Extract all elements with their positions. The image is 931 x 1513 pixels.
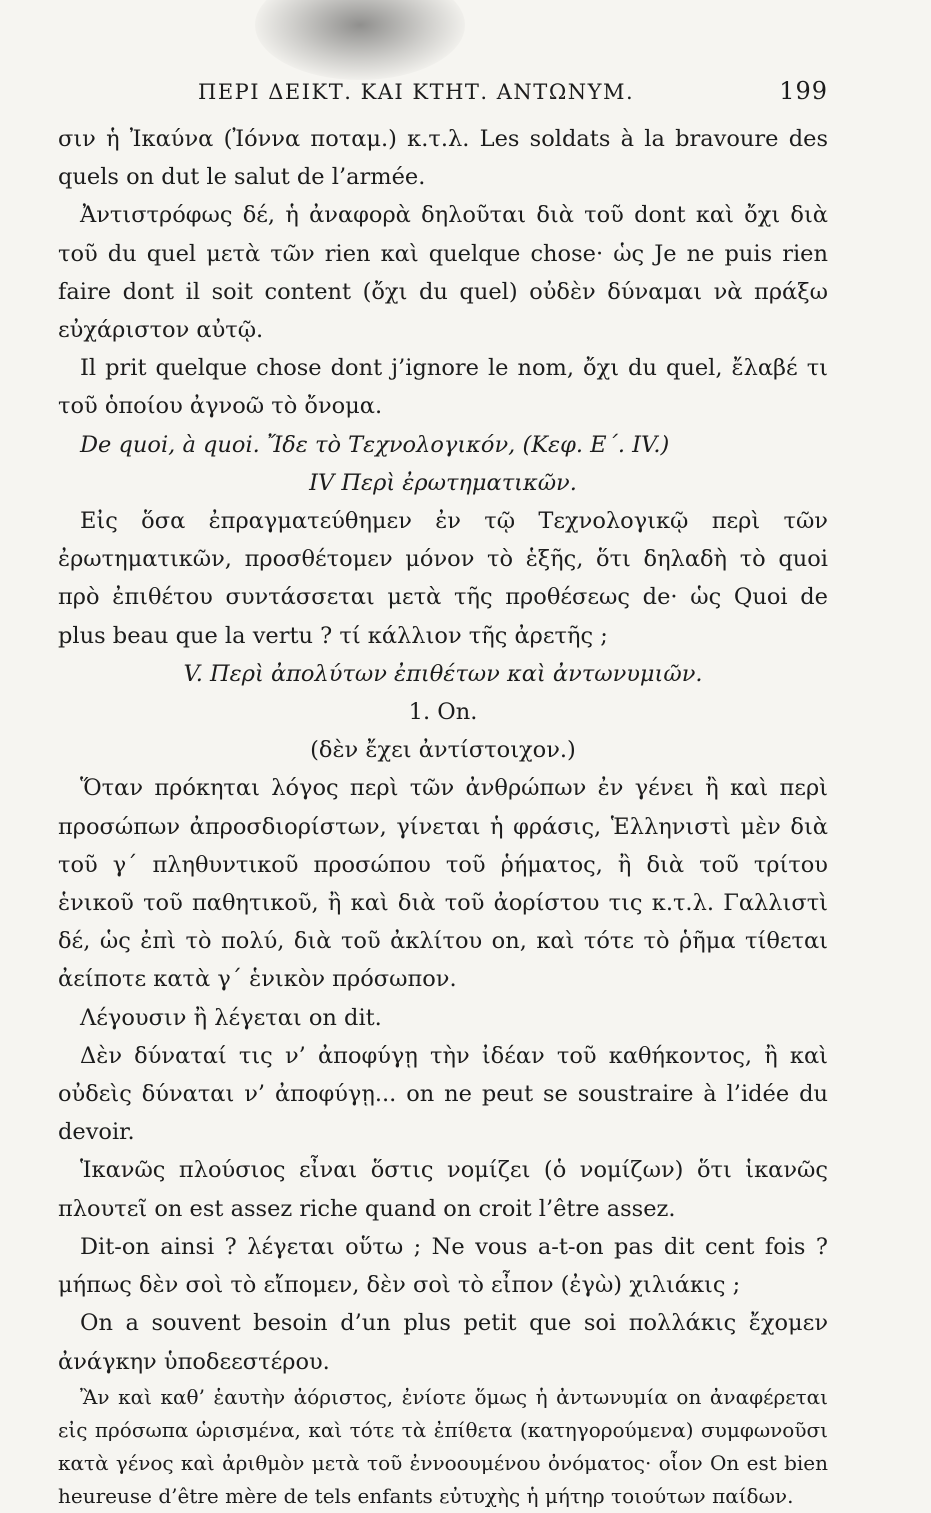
paragraph: Ἂν καὶ καθ’ ἑαυτὴν ἀόριστος, ἐνίοτε ὅμως ἡ ἀντωνυμία on ἀναφέρεται εἰς πρόσωπα ὡρισμένα, καὶ τότε τὰ ἐπίθετα (κατηγορούμενα) συμφωνοῦσι κατὰ γένος καὶ ἀριθμὸν μετὰ τοῦ ἐννοουμένου ὀνόματος· οἷον On est bien heureuse d’être mère de tels enfants εὐτυχὴς ἡ μήτηρ τοιούτων παίδων.	[58, 1384, 828, 1508]
paragraph: Dit-on ainsi ? λέγεται οὕτω ; Ne vous a-t-on pas dit cent fois ? μήπως δὲν σοὶ τὸ εἴπομεν, δὲν σοὶ τὸ εἶπον (ἐγὼ) χιλιάκις ;	[58, 1233, 828, 1299]
section-heading: V. Περὶ ἀπολύτων ἐπιθέτων καὶ ἀντωνυμιῶν.	[183, 660, 703, 687]
paragraph: σιν ἡ Ἰκαύνα (Ἰόννα ποταμ.) κ.τ.λ. Les soldats à la bravoure des quels on dut le salut de l’armée.	[58, 126, 828, 191]
paragraph: Il prit quelque chose dont j’ignore le nom, ὄχι du quel, ἔλαβέ τι τοῦ ὁποίου ἀγνοῶ τὸ ὄνομα.	[58, 355, 828, 420]
paragraph: Ἱκανῶς πλούσιος εἶναι ὅστις νομίζει (ὁ νομίζων) ὅτι ἱκανῶς πλουτεῖ on est assez riche quand on croit l’être assez.	[58, 1157, 828, 1222]
paragraph: Ἀντιστρόφως δέ, ἡ ἀναφορὰ δηλοῦται διὰ τοῦ dont καὶ ὄχι διὰ τοῦ du quel μετὰ τῶν rien καὶ quelque chose· ὡς Je ne puis rien faire dont il soit content (ὄχι du quel) οὐδὲν δύναμαι νὰ πράξω εὐχάριστον αὐτῷ.	[58, 202, 828, 344]
section-heading: IV Περὶ ἐρωτηματικῶν.	[309, 469, 577, 496]
running-title: ΠΕΡΙ ΔΕΙΚΤ. ΚΑΙ ΚΤΗΤ. ΑΝΤΩΝΥΜ.	[198, 80, 635, 104]
subsection-note: (δὲν ἔχει ἀντίστοιχον.)	[310, 737, 576, 764]
subsection-heading: 1. On.	[408, 699, 478, 726]
paragraph: Δὲν δύναταί τις ν’ ἀποφύγῃ τὴν ἰδέαν τοῦ καθήκοντος, ἢ καὶ οὐδεὶς δύναται ν’ ἀποφύγῃ... on ne peut se soustraire à l’idée du devoir.	[58, 1042, 828, 1146]
paragraph: Λέγουσιν ἢ λέγεται on dit.	[80, 1004, 382, 1031]
page-number: 199	[779, 77, 828, 105]
paragraph: Ὅταν πρόκηται λόγος περὶ τῶν ἀνθρώπων ἐν γένει ἢ καὶ περὶ προσώπων ἀπροσδιορίστων, γίνεται ἡ φράσις, Ἑλληνιστὶ μὲν διὰ τοῦ γ΄ πληθυντικοῦ προσώπου τοῦ ῥήματος, ἢ διὰ τοῦ τρίτου ἑνικοῦ τοῦ παθητικοῦ, ἢ καὶ διὰ τοῦ ἀορίστου τις κ.τ.λ. Γαλλιστὶ δέ, ὡς ἐπὶ τὸ πολύ, διὰ τοῦ ἀκλίτου on, καὶ τότε τὸ ῥῆμα τίθεται ἀείποτε κατὰ γ΄ ἑνικὸν πρόσωπον.	[58, 775, 828, 993]
book-page	[58, 72, 828, 1513]
paragraph: De quoi, à quoi. Ἴδε τὸ Τεχνολογικόν, (Κεφ. Ε΄. IV.)	[80, 431, 670, 458]
paragraph: Εἰς ὅσα ἐπραγματεύθημεν ἐν τῷ Τεχνολογικῷ περὶ τῶν ἐρωτηματικῶν, προσθέτομεν μόνον τὸ ἑξῆς, ὅτι δηλαδὴ τὸ quoi πρὸ ἐπιθέτου συντάσσεται μετὰ τῆς προθέσεως de· ὡς Quoi de plus beau que la vertu ? τί κάλλιον τῆς ἀρετῆς ;	[58, 508, 828, 649]
running-head	[58, 72, 828, 120]
page-smudge	[255, 0, 465, 80]
paragraph: On a souvent besoin d’un plus petit que soi πολλάκις ἔχομεν ἀνάγκην ὑποδεεστέρου.	[58, 1310, 828, 1375]
